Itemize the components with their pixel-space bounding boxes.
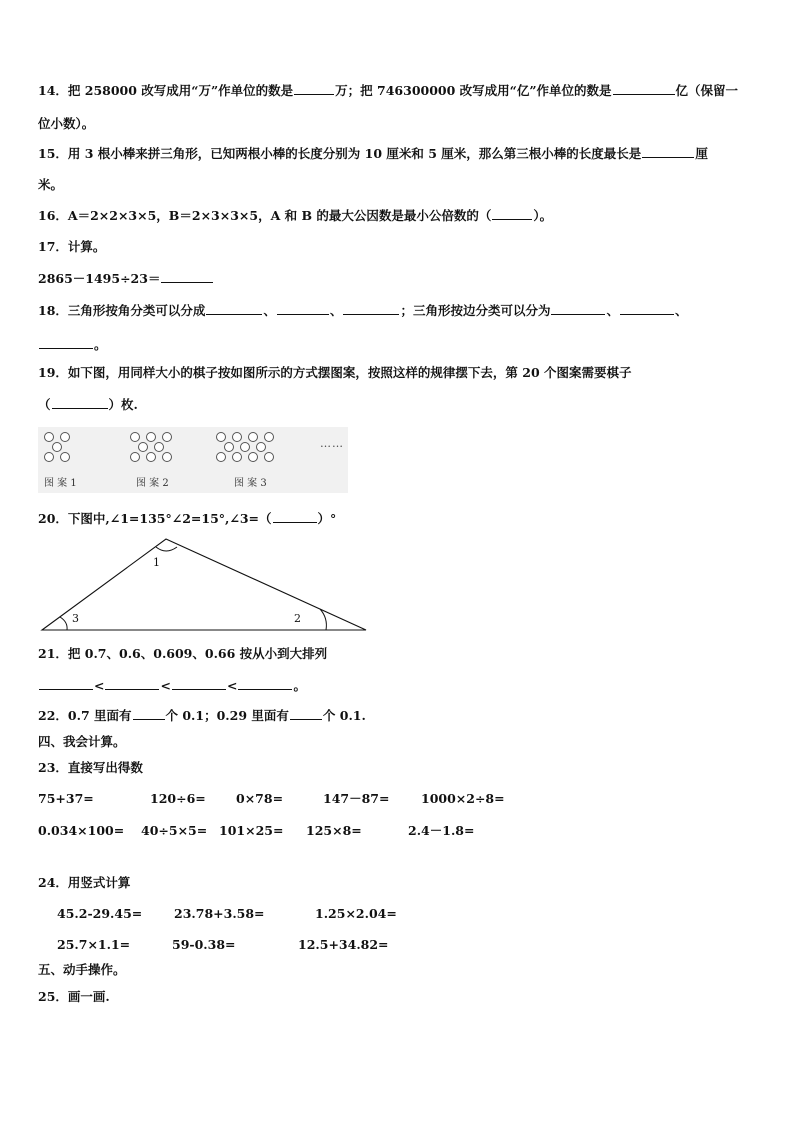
question-14: 14．把 258000 改写成用“万”作单位的数是 万；把 746300000 改写成用“亿”作单位的数是 亿（保留一: [38, 83, 739, 98]
angle-3-arc: [60, 617, 67, 630]
pattern-caption-2: 图 案 2: [136, 478, 169, 489]
calc-item: 2.4－1.8=: [408, 823, 475, 838]
chess-piece: [232, 432, 242, 442]
chess-piece: [44, 432, 54, 442]
chess-piece: [44, 452, 54, 462]
question-18-cont: 。: [38, 336, 107, 354]
section-4-heading: 四、我会计算。: [38, 734, 126, 749]
answer-blank: [238, 678, 292, 690]
chess-piece: [248, 432, 258, 442]
question-19-cont: （ ）枚.: [38, 397, 138, 412]
chess-piece: [130, 452, 140, 462]
angle-label-2: 2: [294, 612, 301, 625]
question-17-expr: 2865－1495÷23＝: [38, 270, 214, 288]
answer-blank: [172, 678, 226, 690]
answer-blank: [52, 397, 108, 409]
answer-blank: [39, 337, 93, 349]
question-21: 21．把 0.7、0.6、0.609、0.66 按从小到大排列: [38, 646, 328, 661]
angle-1-arc: [156, 547, 177, 551]
chess-piece: [240, 442, 250, 452]
calc-item: 0.034×100=: [38, 823, 125, 838]
answer-blank: [620, 303, 674, 315]
answer-blank: [492, 208, 532, 220]
angle-2-arc: [320, 609, 326, 630]
question-15: 15．用 3 根小棒来拼三角形，已知两根小棒的长度分别为 10 厘米和 5 厘米，那么第三根小棒的长度最长是 厘: [38, 146, 708, 161]
triangle: [42, 539, 366, 630]
chess-piece: [162, 432, 172, 442]
calc-item: 12.5+34.82=: [298, 937, 389, 952]
chess-piece: [224, 442, 234, 452]
question-18: 18．三角形按角分类可以分成 、 、 ；三角形按边分类可以分为 、 、: [38, 303, 688, 318]
pattern-caption-1: 图 案 1: [44, 478, 77, 489]
question-19: 19．如下图，用同样大小的棋子按如图所示的方式摆图案，按照这样的规律摆下去，第 20 个图案需要棋子: [38, 365, 632, 380]
calc-item: 40÷5×5=: [141, 823, 208, 838]
question-15-cont: 米。: [38, 177, 64, 192]
chess-piece: [256, 442, 266, 452]
chess-piece: [216, 452, 226, 462]
answer-blank: [273, 511, 317, 523]
chess-piece: [52, 442, 62, 452]
question-23: 23．直接写出得数: [38, 760, 143, 775]
ellipsis: ……: [320, 437, 344, 450]
calc-item: 1000×2÷8=: [421, 791, 505, 806]
section-5-heading: 五、动手操作。: [38, 962, 126, 977]
calc-item: 75+37=: [38, 791, 94, 806]
chess-piece: [264, 432, 274, 442]
calc-item: 23.78+3.58=: [174, 906, 265, 921]
question-14-cont: 位小数）。: [38, 116, 95, 131]
chess-piece: [232, 452, 242, 462]
answer-blank: [105, 678, 159, 690]
chess-piece: [130, 432, 140, 442]
chess-piece: [146, 432, 156, 442]
calc-item: 147－87=: [323, 791, 390, 806]
chess-piece: [216, 432, 226, 442]
calc-item: 125×8=: [306, 823, 362, 838]
chess-piece: [60, 432, 70, 442]
question-24: 24．用竖式计算: [38, 875, 131, 890]
angle-label-3: 3: [72, 612, 79, 625]
chess-piece: [264, 452, 274, 462]
triangle-figure: [38, 534, 372, 634]
answer-blank: [290, 708, 322, 720]
question-20: 20．下图中,∠1=135°∠2=15°,∠3=（ ）°: [38, 511, 337, 526]
calc-item: 45.2-29.45=: [57, 906, 143, 921]
answer-blank: [39, 678, 93, 690]
calc-item: 0×78=: [236, 791, 284, 806]
question-17: 17．计算。: [38, 239, 106, 254]
answer-blank: [161, 271, 213, 283]
answer-blank: [294, 83, 334, 95]
calc-item: 1.25×2.04=: [315, 906, 397, 921]
question-22: 22．0.7 里面有 个 0.1；0.29 里面有 个 0.1.: [38, 708, 366, 723]
calc-item: 120÷6=: [150, 791, 206, 806]
answer-blank: [551, 303, 605, 315]
question-21-blanks: < < < 。: [38, 677, 306, 695]
chess-piece: [154, 442, 164, 452]
chess-piece: [60, 452, 70, 462]
calc-item: 25.7×1.1=: [57, 937, 131, 952]
chess-piece: [146, 452, 156, 462]
answer-blank: [133, 708, 165, 720]
question-25: 25．画一画.: [38, 989, 110, 1004]
answer-blank: [206, 303, 262, 315]
answer-blank: [613, 83, 675, 95]
answer-blank: [343, 303, 399, 315]
answer-blank: [277, 303, 329, 315]
answer-blank: [642, 146, 694, 158]
angle-label-1: 1: [153, 556, 160, 569]
question-16: 16．A＝2×2×3×5，B＝2×3×3×5，A 和 B 的最大公因数是最小公倍数的（ ）。: [38, 208, 553, 223]
chess-piece: [162, 452, 172, 462]
pattern-caption-3: 图 案 3: [234, 478, 267, 489]
chess-pattern-figure: [38, 427, 348, 493]
calc-item: 101×25=: [219, 823, 284, 838]
calc-item: 59-0.38=: [172, 937, 236, 952]
chess-piece: [138, 442, 148, 452]
chess-piece: [248, 452, 258, 462]
